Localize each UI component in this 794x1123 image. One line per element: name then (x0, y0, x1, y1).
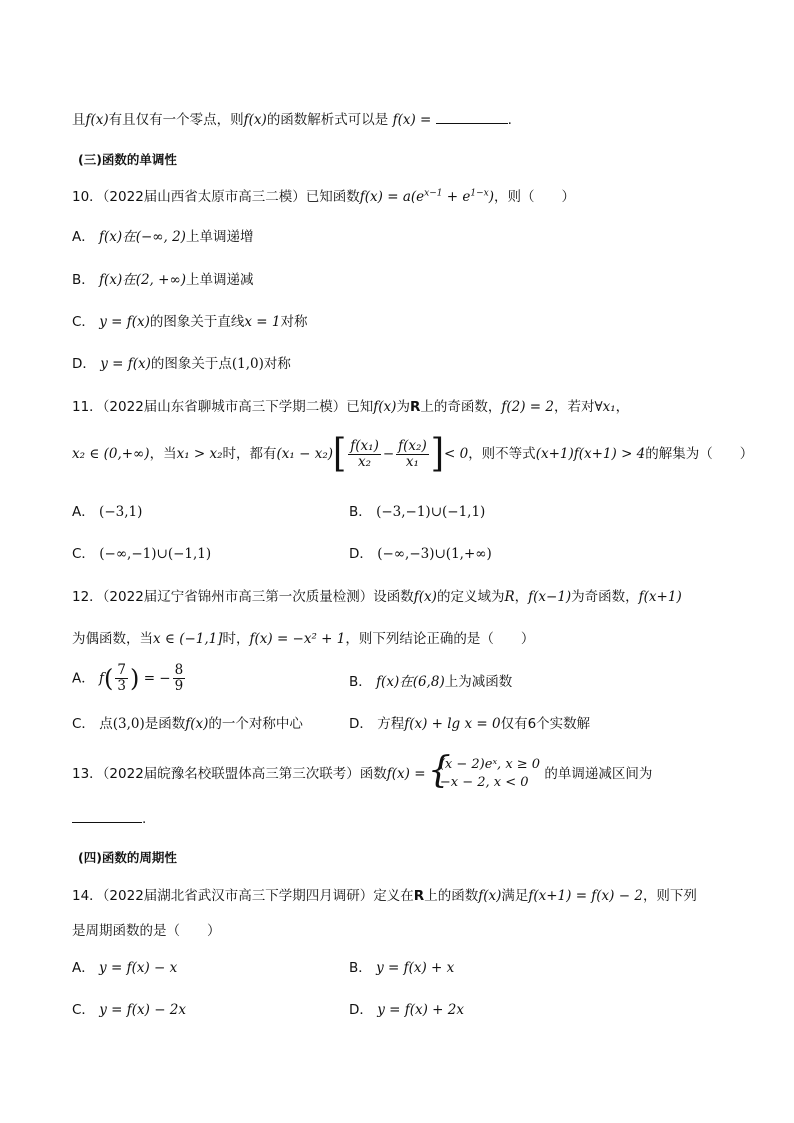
q11-stem-text: 时，都有 (222, 446, 277, 462)
q12-stem-text: 为偶函数，当 (72, 631, 153, 647)
fraction-denominator: 9 (174, 678, 184, 694)
left-bracket: [ (333, 431, 347, 477)
option-text: 的图象关于直线 (149, 314, 245, 330)
option-text: 的一个对称中心 (208, 716, 303, 732)
option-math: f(x)在(6,8) (376, 674, 445, 690)
fraction-denominator: x₁ (405, 453, 419, 470)
q10-option-c[interactable] (72, 310, 308, 330)
option-math: = − (143, 670, 171, 687)
math-expr: f(x+1) (638, 589, 682, 605)
q14-option-a[interactable] (72, 956, 177, 976)
q12-stem-text: ， (514, 589, 529, 605)
option-math: f(x) + lg x = 0 (404, 716, 501, 732)
q11-option-c[interactable] (72, 542, 211, 562)
option-math: (−∞,−1)∪(−1,1) (99, 546, 212, 562)
q13-answer-line (72, 810, 146, 827)
intro-line (72, 108, 512, 128)
math-expr: f(x) (413, 589, 437, 605)
q14-stem-text: ，则下列 (642, 888, 697, 904)
option-math: (1,0) (231, 356, 264, 372)
q13-stem (72, 750, 653, 792)
option-math: y = f(x) − 2x (99, 1002, 186, 1018)
math-expr: − (382, 446, 395, 462)
q11-stem-text: ，则不等式 (468, 446, 536, 462)
math-expr: f(x+1) = f(x) − 2 (528, 888, 643, 904)
fraction (348, 439, 381, 470)
q14-stem-line2: 是周期函数的是（ ） (72, 923, 221, 939)
q14-stem-text: 上的函数 (424, 888, 479, 904)
piecewise-case: −x − 2, x < 0 (439, 775, 529, 790)
q12-stem-text: 12．（2022届辽宁省锦州市高三第一次质量检测）设函数 (72, 589, 414, 605)
q11-stem-text: 的解集为（ ） (645, 446, 754, 462)
option-math: f (99, 670, 105, 687)
q10-formula: + e (442, 189, 471, 205)
option-letter: A． (72, 504, 95, 520)
option-text: 仅有6个实数解 (500, 716, 591, 732)
fraction-numerator: 8 (174, 662, 184, 678)
q10-option-d[interactable] (72, 352, 291, 372)
section-heading: (三)函数的单调性 (78, 152, 177, 167)
q12-option-c[interactable] (72, 712, 303, 732)
math-expr: ∀x₁ (594, 399, 616, 415)
option-math: (−3,1) (99, 504, 143, 520)
period: . (142, 811, 147, 827)
option-math: f(x)在(−∞, 2) (99, 229, 186, 245)
math-expr: (x+1)f(x+1) > 4 (535, 446, 646, 462)
option-math: y = f(x) + x (376, 960, 455, 976)
option-math: y = f(x) (99, 314, 150, 330)
q14-stem (72, 884, 697, 904)
q10-stem-text: ，则（ ） (494, 189, 575, 205)
option-math: (3,0) (112, 716, 145, 732)
option-math: y = f(x) − x (99, 960, 178, 976)
option-letter: C． (72, 314, 95, 330)
intro-text: 且 (72, 112, 86, 128)
set-r: R (409, 399, 421, 415)
fraction (396, 439, 429, 470)
option-text: 的图象关于点 (150, 356, 232, 372)
right-bracket: ] (430, 431, 444, 477)
option-letter: B． (72, 272, 95, 288)
fraction (173, 663, 186, 694)
q14-option-d[interactable] (349, 998, 464, 1018)
option-text: 是函数 (144, 716, 186, 732)
q12-stem-text: 的定义域为 (436, 589, 505, 605)
option-letter: D． (349, 546, 373, 562)
option-text: 对称 (263, 356, 291, 372)
math-expr: f(x) = (392, 112, 432, 128)
fraction-denominator: x₂ (358, 453, 372, 470)
q10-formula: ) (488, 189, 494, 205)
q10-option-a[interactable] (72, 225, 253, 245)
fraction (115, 663, 128, 694)
option-math: f(x)在(2, +∞) (99, 272, 186, 288)
q11-stem-text: 为 (396, 399, 410, 415)
fraction-denominator: 3 (117, 678, 127, 694)
option-math: y = f(x) (100, 356, 151, 372)
math-expr: f(x) = (386, 766, 426, 782)
option-text: 上为减函数 (444, 674, 513, 690)
option-text: 方程 (377, 716, 405, 732)
q10-stem-text: 10．（2022届山西省太原市高三二模）已知函数 (72, 189, 360, 205)
option-letter: D． (349, 1002, 373, 1018)
q12-stem-text: ，则下列结论正确的是（ ） (345, 631, 535, 647)
q11-option-a[interactable] (72, 500, 142, 520)
option-letter: D． (72, 356, 96, 372)
option-text: 对称 (280, 314, 308, 330)
q12-stem-text: 为奇函数， (571, 589, 639, 605)
q12-stem-line2 (72, 627, 534, 647)
math-expr: f(x) (478, 888, 502, 904)
option-letter: C． (72, 1002, 95, 1018)
q13-stem-text: 的单调递减区间为 (544, 766, 653, 782)
fraction-numerator: 7 (117, 662, 127, 678)
period: . (507, 112, 512, 128)
q11-stem-text: 11．（2022届山东省聊城市高三下学期二模）已知 (72, 399, 374, 415)
option-letter: D． (349, 716, 373, 732)
option-letter: C． (72, 546, 95, 562)
math-expr: x₁ > x₂ (176, 446, 223, 462)
math-expr: x ∈ (−1,1] (153, 631, 223, 647)
q11-stem-line2 (72, 431, 754, 477)
q12-option-a[interactable] (72, 663, 187, 694)
q12-option-b[interactable] (349, 670, 512, 690)
q14-stem-text: 14．（2022届湖北省武汉市高三下学期四月调研）定义在 (72, 888, 414, 904)
option-text: 上单调递减 (185, 272, 254, 288)
q11-stem (72, 395, 629, 415)
q11-stem-text: ， (615, 399, 630, 415)
q10-formula: f(x) = a(e (359, 189, 425, 205)
math-expr: f(x) (243, 112, 267, 128)
q12-stem-text: 时， (222, 631, 250, 647)
math-expr: R (504, 589, 515, 605)
option-letter: A． (72, 670, 95, 687)
math-expr: f(x) (85, 112, 109, 128)
option-math: x = 1 (244, 314, 281, 330)
option-letter: B． (349, 674, 372, 690)
option-letter: C． (72, 716, 95, 732)
math-expr: f(x−1) (528, 589, 572, 605)
q14-stem-text: 满足 (501, 888, 529, 904)
left-paren: ( (104, 664, 114, 693)
q14-option-b[interactable] (349, 956, 454, 976)
math-expr: f(x) = −x² + 1 (249, 631, 346, 647)
option-text: 点 (99, 716, 113, 732)
fraction-numerator: f(x₁) (350, 437, 379, 454)
q10-exponent: x−1 (424, 188, 443, 199)
q11-stem-text: 上的奇函数， (420, 399, 502, 415)
fraction-numerator: f(x₂) (398, 437, 427, 454)
q10-stem (72, 185, 575, 205)
section-heading: (四)函数的周期性 (78, 850, 177, 865)
q12-option-d[interactable] (349, 712, 590, 732)
intro-text: 有且仅有一个零点，则 (108, 112, 244, 128)
q11-stem-text: ，若对 (553, 399, 595, 415)
intro-text: 的函数解析式可以是 (266, 112, 389, 128)
q11-option-d[interactable] (349, 542, 492, 562)
q14-option-c[interactable] (72, 998, 186, 1018)
q13-stem-text: 13．（2022届皖豫名校联盟体高三第三次联考）函数 (72, 766, 387, 782)
option-math: (−∞,−3)∪(1,+∞) (377, 546, 492, 562)
option-math: y = f(x) + 2x (377, 1002, 464, 1018)
q11-option-b[interactable] (349, 500, 485, 520)
q10-exponent: 1−x (470, 188, 489, 199)
answer-blank[interactable] (436, 111, 508, 124)
q10-option-b[interactable] (72, 268, 253, 288)
option-math: f(x) (185, 716, 209, 732)
option-text: 上单调递增 (185, 229, 254, 245)
option-math: (−3,−1)∪(−1,1) (376, 504, 486, 520)
q11-stem-text: ，当 (149, 446, 177, 462)
answer-blank[interactable] (72, 810, 142, 823)
math-expr: (x₁ − x₂) (276, 446, 334, 462)
q12-stem (72, 585, 682, 605)
right-paren: ) (130, 664, 140, 693)
math-expr: f(2) = 2 (501, 399, 554, 415)
math-expr: < 0 (443, 446, 469, 462)
brace: { (427, 750, 451, 791)
math-expr: f(x) (373, 399, 397, 415)
option-letter: B． (349, 504, 372, 520)
piecewise-case: (x − 2)eˣ, x ≥ 0 (439, 757, 541, 772)
math-expr: x₂ ∈ (0,+∞) (72, 446, 150, 462)
option-letter: A． (72, 960, 95, 976)
set-r: R (413, 888, 425, 904)
piecewise-function (427, 750, 541, 792)
option-letter: A． (72, 229, 95, 245)
option-letter: B． (349, 960, 372, 976)
